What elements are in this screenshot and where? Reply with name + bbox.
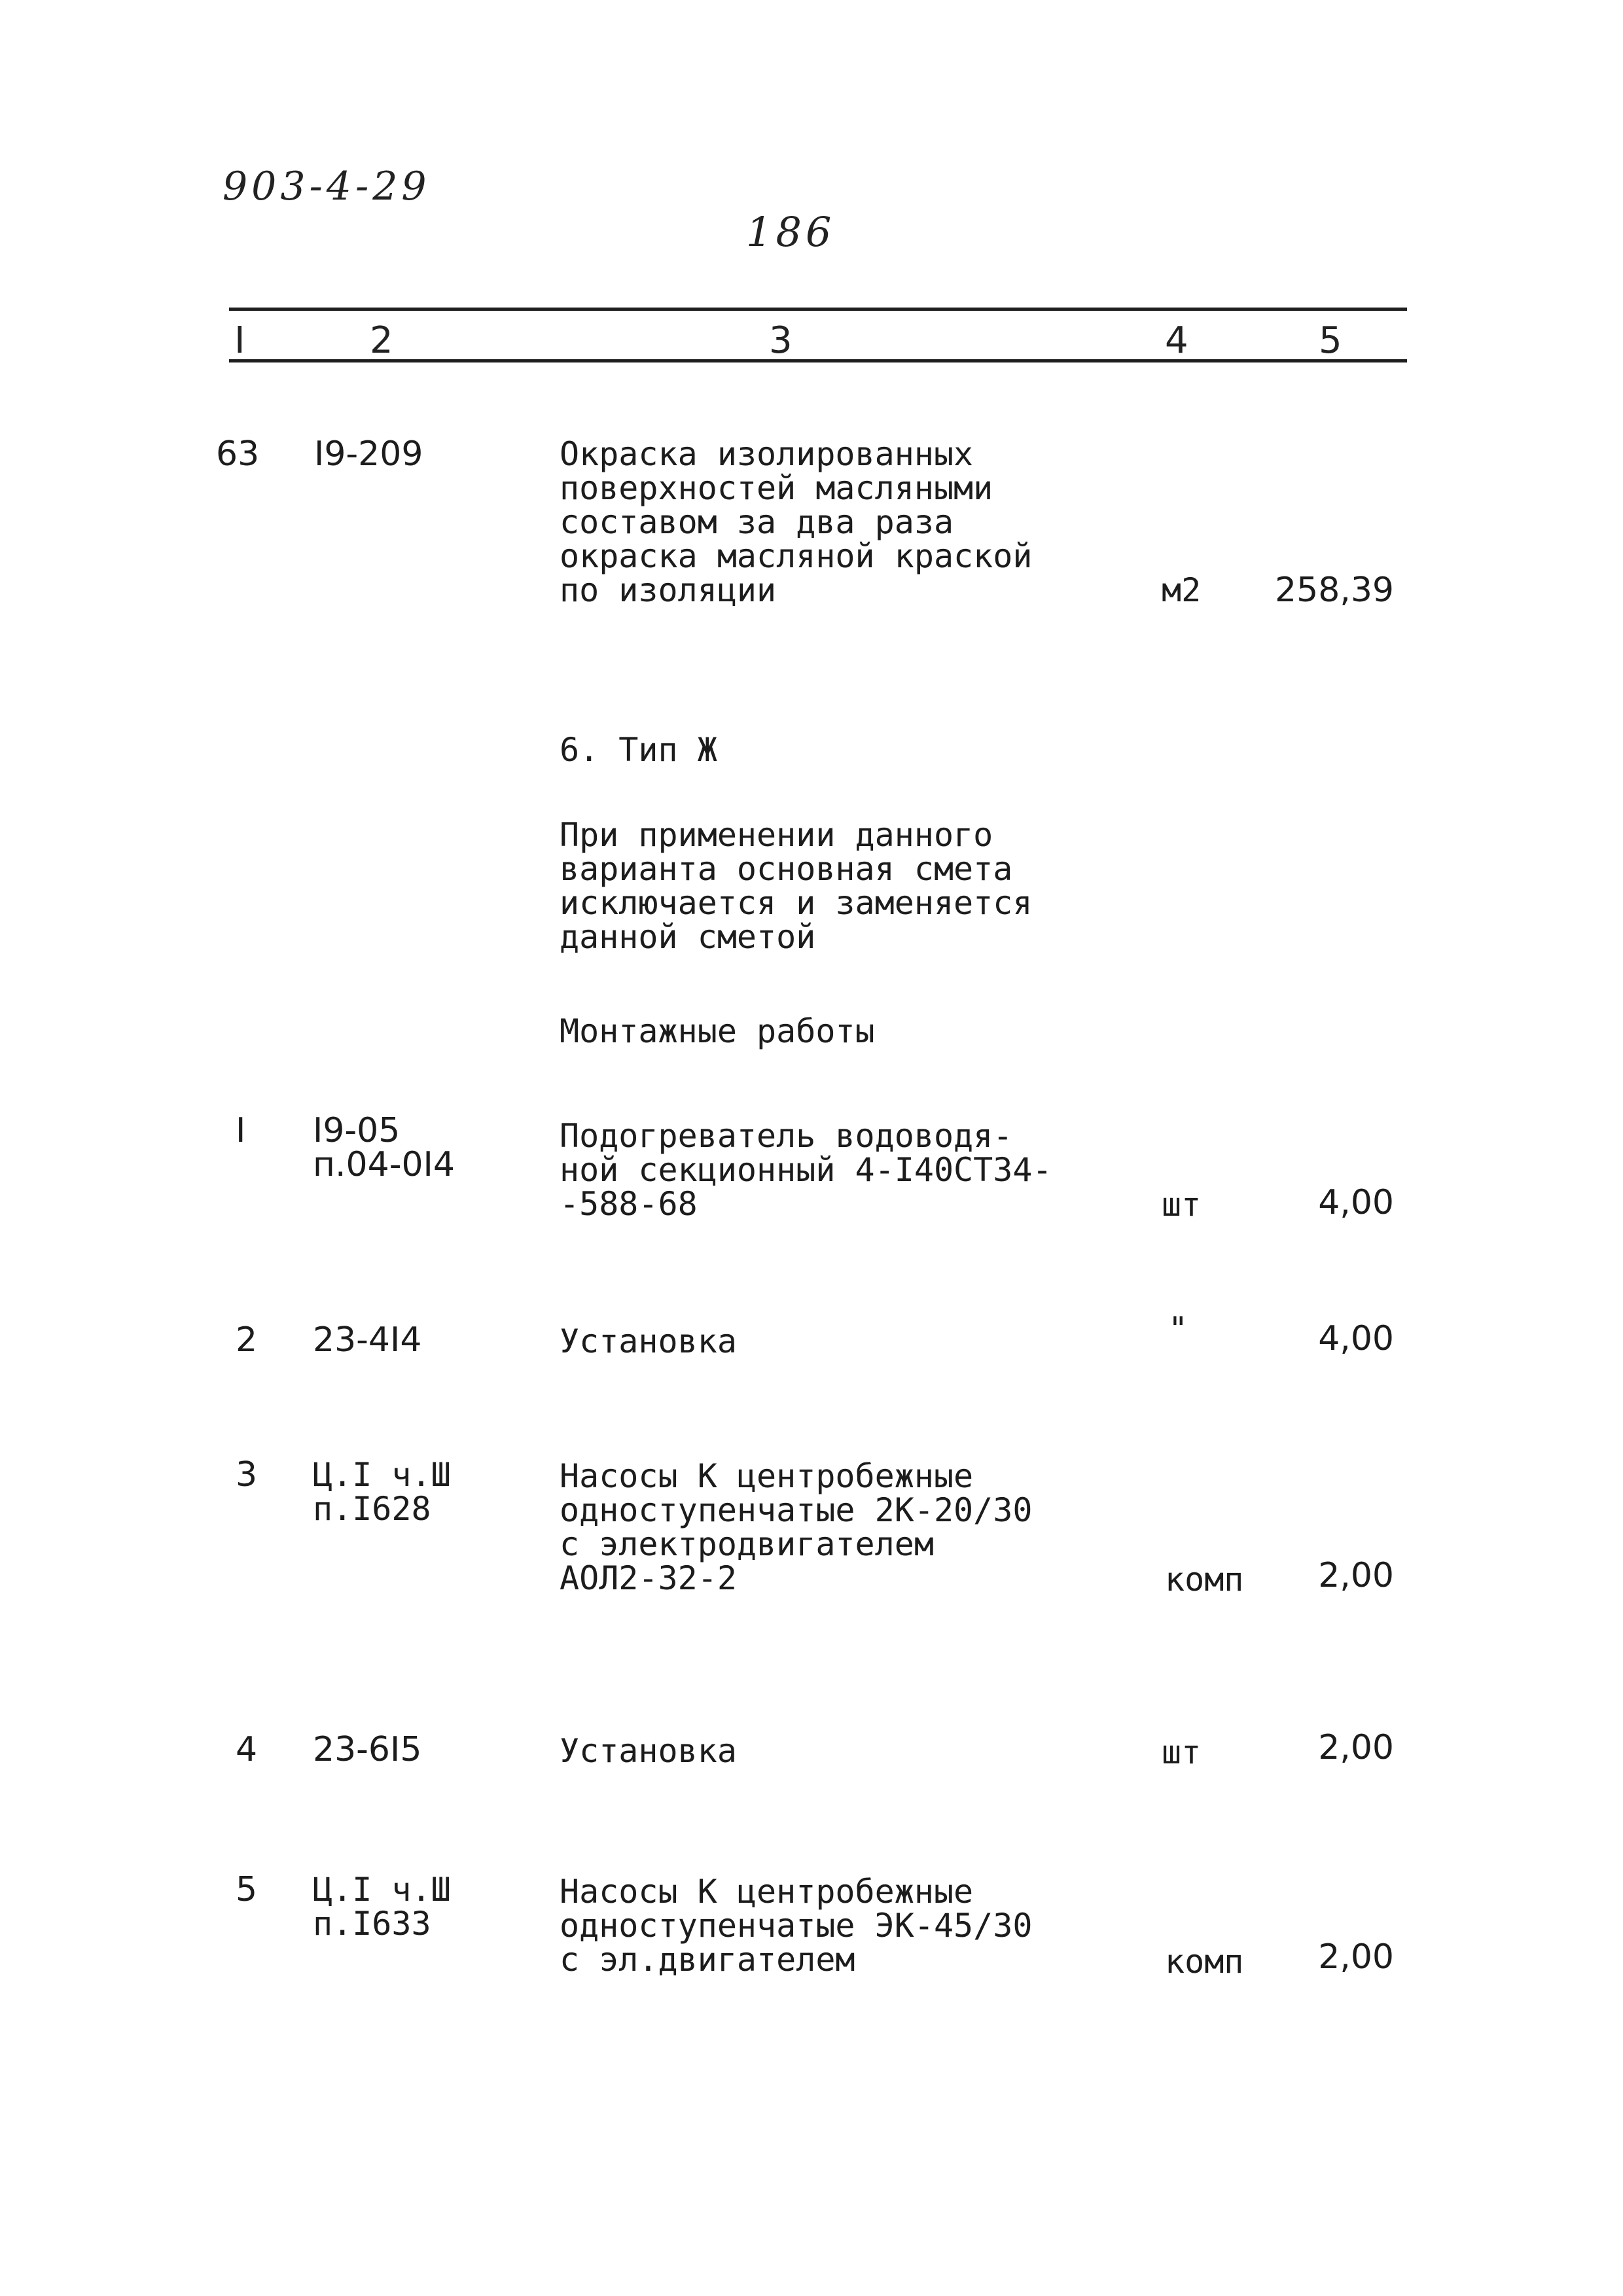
row-quantity: 258,39	[1275, 571, 1394, 610]
row-description: Установка	[560, 1322, 737, 1360]
row-number: 2	[236, 1320, 258, 1360]
row-number: I	[236, 1111, 246, 1150]
row-code: 23-4I4	[313, 1320, 422, 1360]
row-unit: комп	[1165, 1561, 1244, 1598]
row-description: Окраска изолированных поверхностей масляными составом за два раза окраска масляной краской по изоляции	[560, 435, 1033, 609]
row-unit: шт	[1162, 1186, 1202, 1224]
row-quantity: 2,00	[1318, 1728, 1394, 1767]
row-quantity: 4,00	[1318, 1319, 1394, 1358]
row-description: Насосы К центробежные одноступенчатые ЭК-45/30 с эл.двигателем	[560, 1873, 1033, 1979]
column-header-2: 2	[370, 319, 393, 362]
row-quantity: 4,00	[1318, 1183, 1394, 1222]
table-header-rule	[229, 359, 1407, 362]
row-unit: м2	[1162, 571, 1202, 609]
row-description: Подогреватель водоводя- ной секционный 4-I40СТ34- -588-68	[560, 1117, 1052, 1223]
row-unit: комп	[1165, 1943, 1244, 1981]
column-header-4: 4	[1165, 319, 1188, 362]
row-number: 63	[216, 434, 260, 474]
table-top-rule	[229, 308, 1407, 311]
section-note: При применении данного варианта основная смета исключается и заменяется данной сметой	[560, 816, 1033, 956]
row-quantity: 2,00	[1318, 1556, 1394, 1595]
document-code: 903-4-29	[223, 164, 431, 209]
row-quantity: 2,00	[1318, 1937, 1394, 1977]
row-code: 23-6I5	[313, 1730, 422, 1769]
row-number: 3	[236, 1455, 258, 1494]
row-code: Ц.I ч.Ш п.I628	[313, 1456, 451, 1528]
row-code: I9-209	[314, 434, 423, 474]
row-description: Установка	[560, 1732, 737, 1770]
column-header-1: I	[234, 319, 245, 362]
row-number: 4	[236, 1730, 258, 1769]
section-title: 6. Тип Ж	[560, 731, 717, 769]
row-unit: "	[1168, 1310, 1188, 1348]
column-header-5: 5	[1319, 319, 1342, 362]
row-code: I9-05 п.04-0I4	[313, 1111, 455, 1184]
row-unit: шт	[1162, 1733, 1202, 1771]
section-subtitle: Монтажные работы	[560, 1012, 875, 1050]
page-number: 186	[746, 208, 836, 256]
row-code: Ц.I ч.Ш п.I633	[313, 1871, 451, 1943]
column-header-3: 3	[769, 319, 793, 362]
row-description: Насосы К центробежные одноступенчатые 2К-20/30 с электродвигателем АОЛ2-32-2	[560, 1457, 1033, 1597]
row-number: 5	[236, 1870, 258, 1909]
